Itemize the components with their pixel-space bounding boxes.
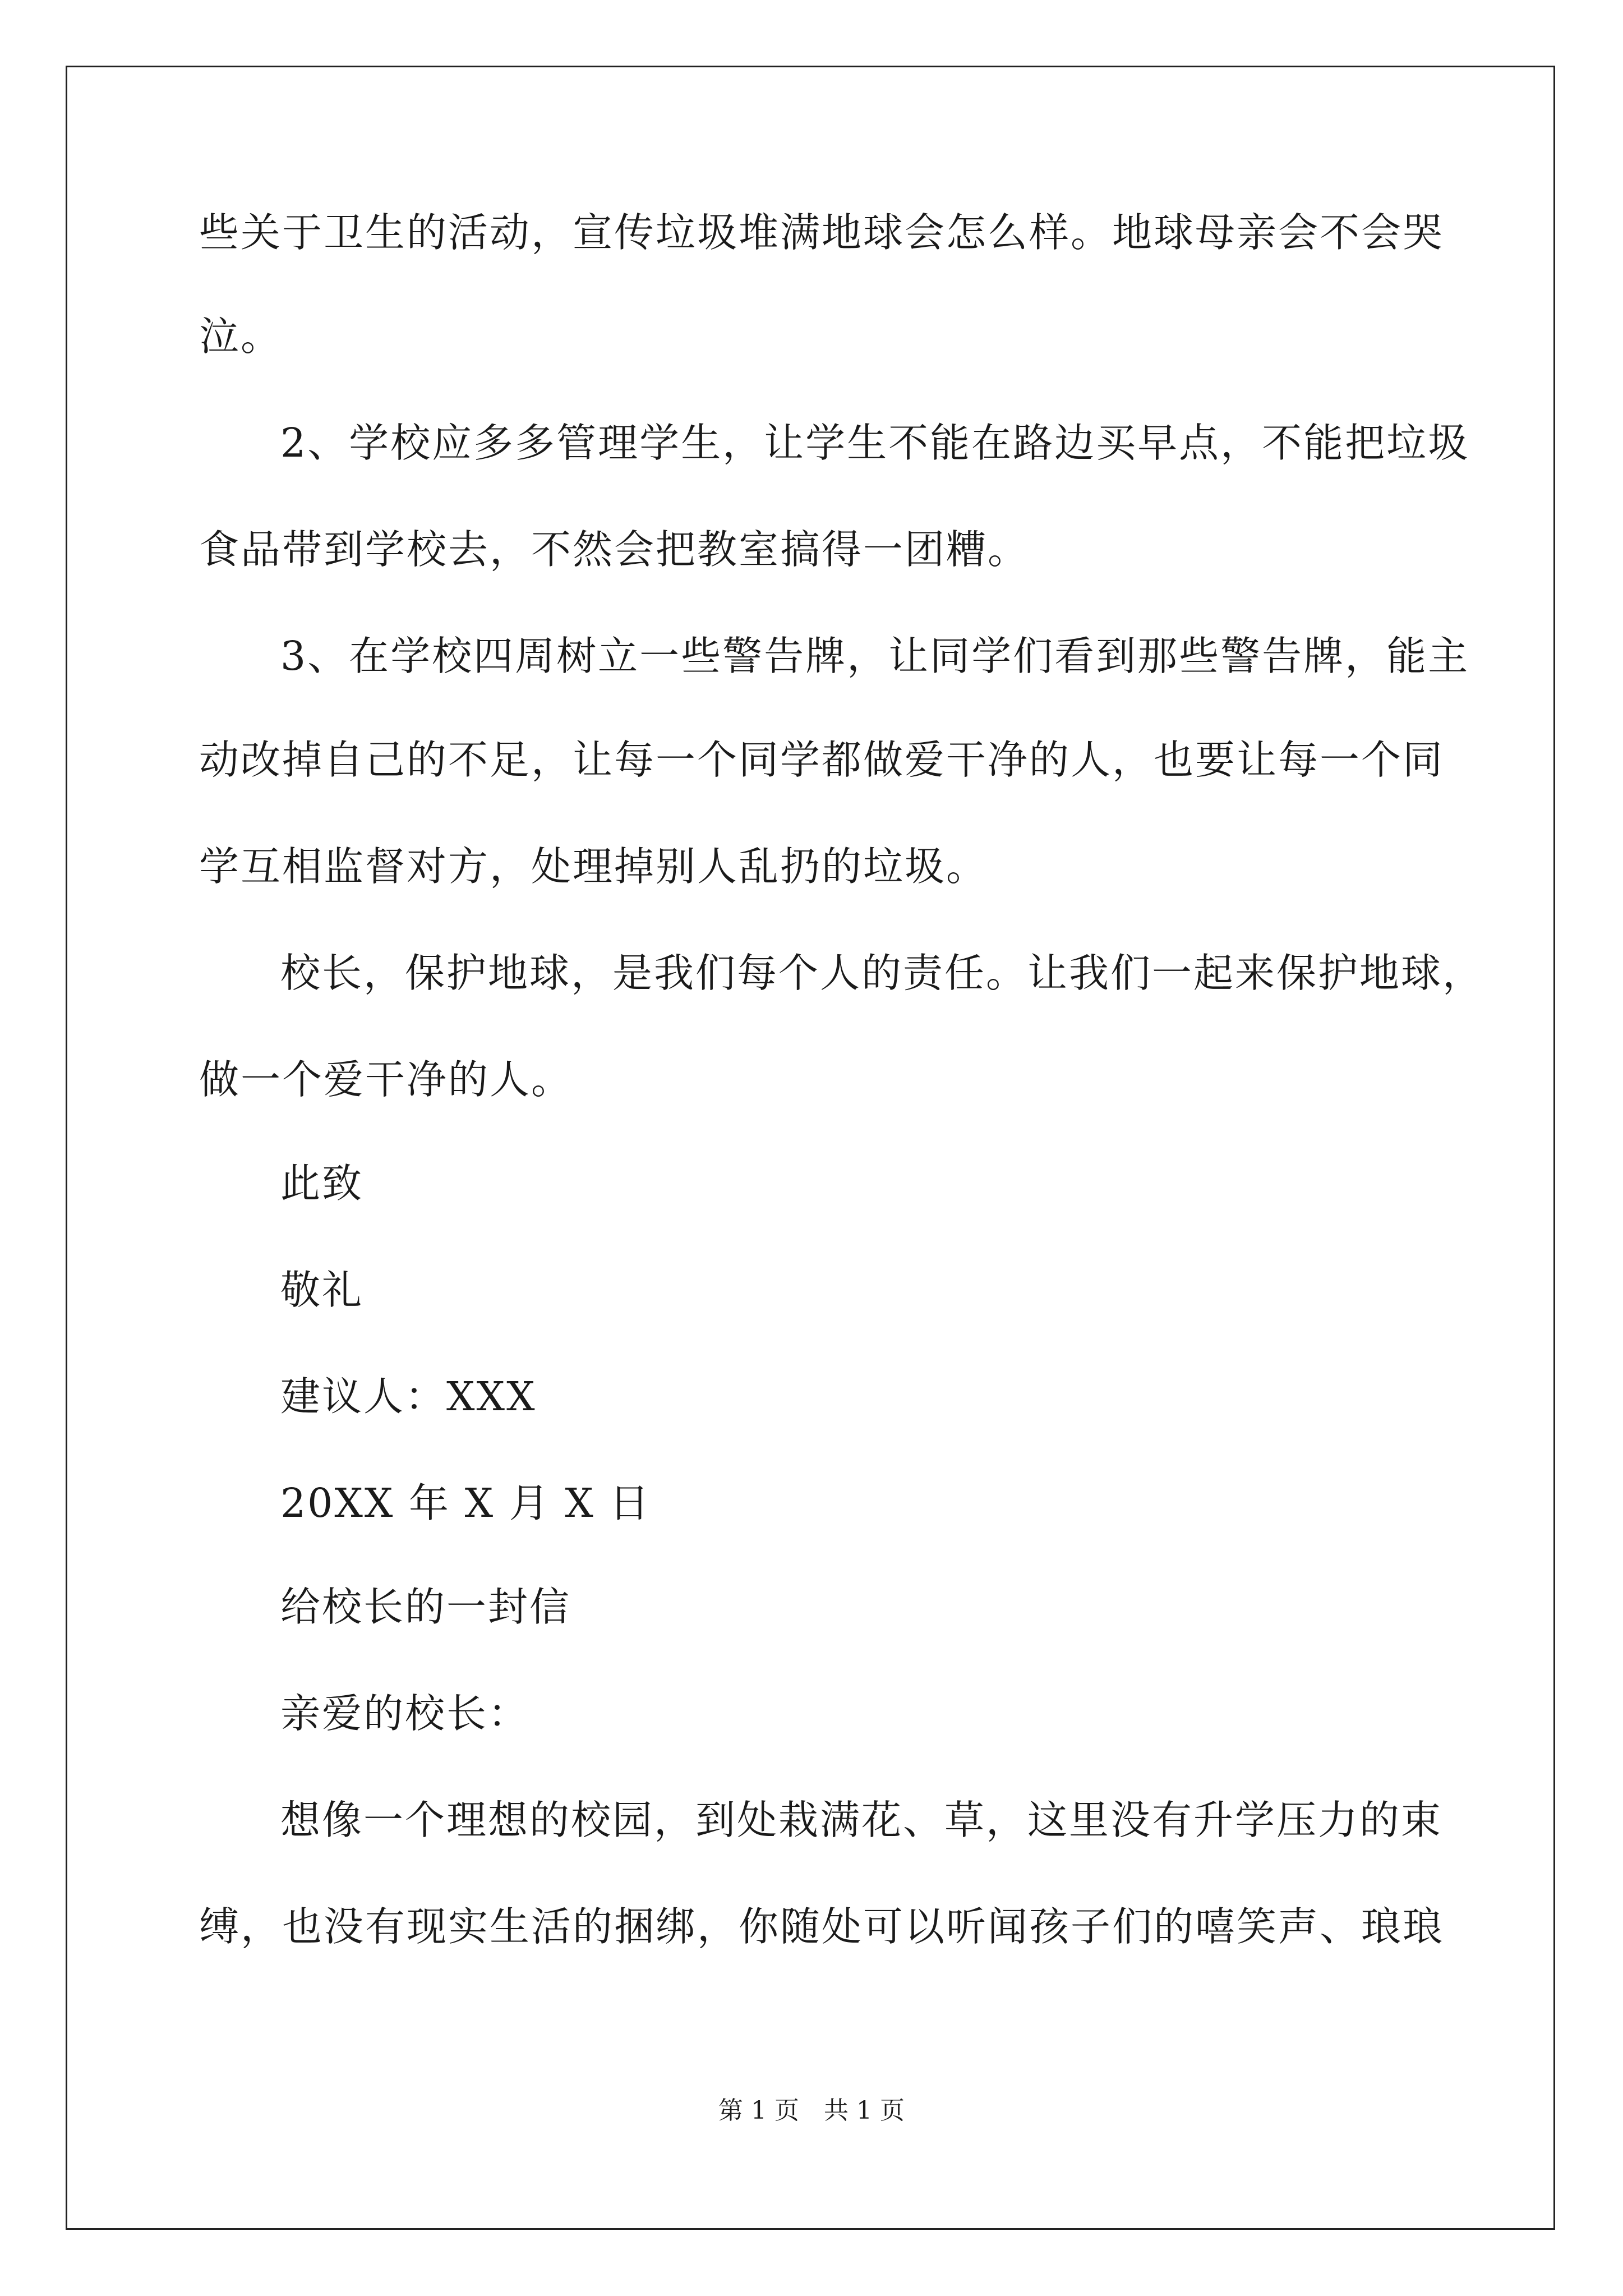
paragraph-line: 缚，也没有现实生活的捆绑，你随处可以听闻孩子们的嘻笑声、琅琅	[199, 1903, 1445, 1950]
closing-salutation: 此致	[280, 1160, 364, 1207]
letter-greeting: 亲爱的校长：	[280, 1690, 530, 1737]
paragraph-line: 做一个爱干净的人。	[199, 1056, 573, 1103]
paragraph-line: 想像一个理想的校园，到处栽满花、草，这里没有升学压力的束	[280, 1797, 1443, 1843]
date-line: 20XX 年 X 月 X 日	[280, 1480, 651, 1526]
paragraph-line: 2、学校应多多管理学生，让学生不能在路边买早点，不能把垃圾	[280, 420, 1470, 466]
signature-line: 建议人：XXX	[280, 1373, 537, 1420]
paragraph-line: 食品带到学校去，不然会把教室搞得一团糟。	[199, 526, 1030, 573]
paragraph-line: 泣。	[199, 313, 283, 360]
closing-regards: 敬礼	[280, 1267, 364, 1313]
paragraph-line: 动改掉自己的不足，让每一个同学都做爱干净的人，也要让每一个同	[199, 737, 1445, 783]
paragraph-line: 3、在学校四周树立一些警告牌，让同学们看到那些警告牌，能主	[280, 633, 1470, 679]
letter-title: 给校长的一封信	[280, 1584, 571, 1630]
paragraph-line: 校长，保护地球，是我们每个人的责任。让我们一起来保护地球，	[280, 950, 1484, 996]
paragraph-line: 学互相监督对方，处理掉别人乱扔的垃圾。	[199, 843, 988, 890]
paragraph-line: 些关于卫生的活动，宣传垃圾堆满地球会怎么样。地球母亲会不会哭	[199, 209, 1445, 256]
page-footer: 第 1 页 共 1 页	[718, 2096, 905, 2125]
